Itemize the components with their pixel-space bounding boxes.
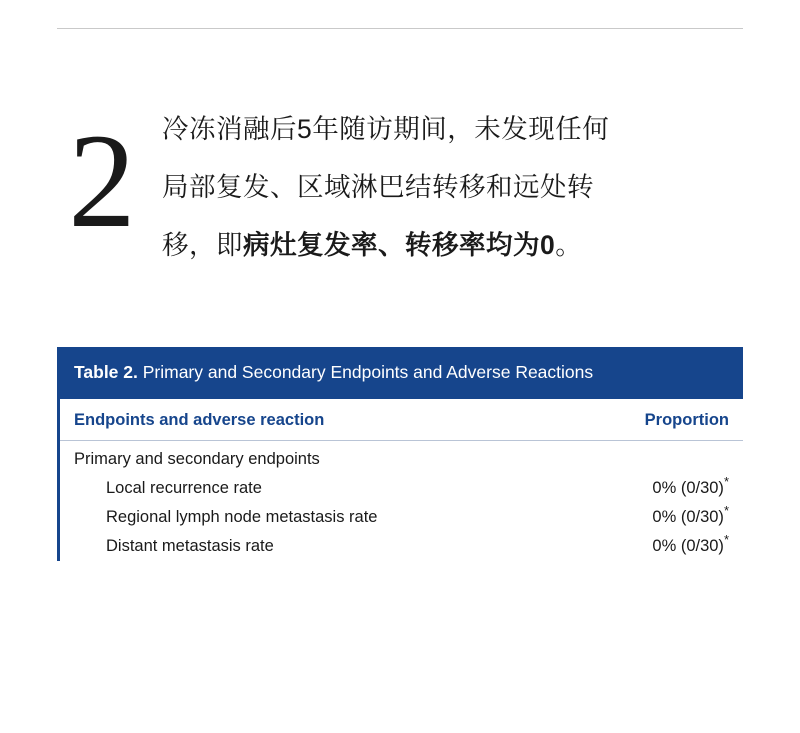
callout-line-3 <box>162 216 752 274</box>
results-table <box>57 347 743 561</box>
callout-line-3-emphasis: 病灶复发率、转移率均为0 <box>243 230 556 260</box>
callout-line-1: 冷冻消融后5年随访期间，未发现任何 <box>162 114 610 144</box>
row-value: 0% (0/30)* <box>652 502 729 526</box>
callout-line-3-prefix: 移，即 <box>162 230 243 260</box>
row-value: 0% (0/30)* <box>652 531 729 555</box>
table-row <box>60 474 743 503</box>
callout-line-2: 局部复发、区域淋巴结转移和远处转 <box>162 172 594 202</box>
table-caption-text: Primary and Secondary Endpoints and Adverse Reactions <box>137 362 594 382</box>
row-label: Primary and secondary endpoints <box>74 450 320 468</box>
row-value: 0% (0/30)* <box>652 473 729 497</box>
table-caption-number: Table 2. <box>74 362 138 382</box>
callout-number: 2 <box>68 107 136 256</box>
callout-line-3-suffix: 。 <box>555 230 583 260</box>
top-divider <box>57 28 743 29</box>
row-label: Local recurrence rate <box>106 479 262 497</box>
table-row <box>60 532 743 561</box>
table-row <box>60 441 743 474</box>
table-row <box>60 503 743 532</box>
row-label: Distant metastasis rate <box>106 537 274 555</box>
column-header-proportion: Proportion <box>644 411 729 429</box>
table-caption <box>60 347 743 399</box>
column-header-endpoints: Endpoints and adverse reaction <box>74 411 325 429</box>
callout-text <box>162 100 752 274</box>
callout-block <box>47 100 747 300</box>
row-label: Regional lymph node metastasis rate <box>106 508 378 526</box>
table-column-headers <box>60 399 743 441</box>
